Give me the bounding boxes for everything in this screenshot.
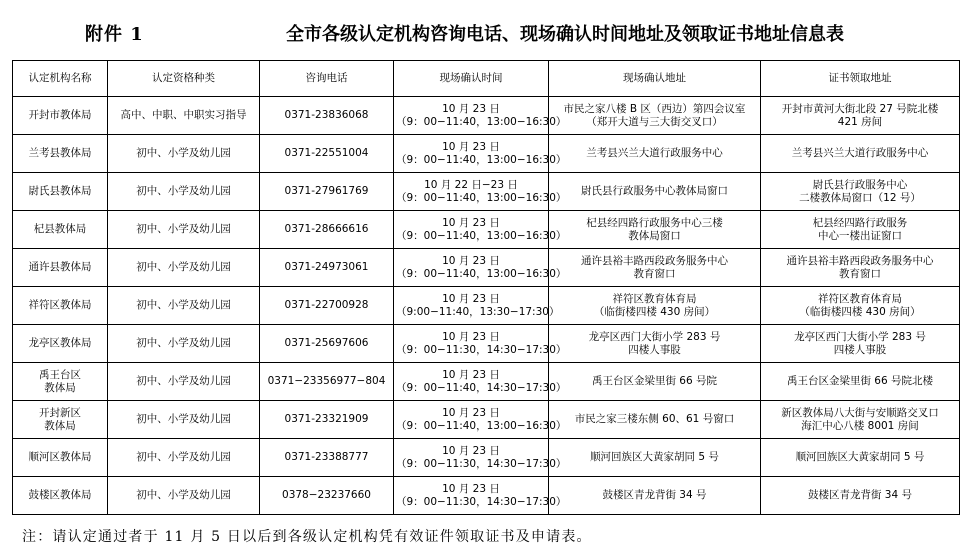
cert-address-cell — [761, 249, 960, 287]
confirm-time-cell-line: 10 月 23 日 — [442, 216, 500, 229]
table-header-row — [13, 61, 960, 97]
confirm-address-cell-line: （临街楼四楼 430 房间） — [593, 305, 716, 318]
confirm-time-cell — [394, 477, 567, 515]
cert-address-cell-line: 教育窗口 — [839, 267, 881, 280]
agency-cell — [13, 325, 108, 363]
column-header-cert-address: 证书领取地址 — [761, 61, 960, 97]
qualification-cell-line: 初中、小学及幼儿园 — [136, 451, 231, 463]
cert-address-cell — [761, 401, 960, 439]
confirm-time-cell-line: （9:00−11:40，13:30−17:30） — [396, 305, 560, 318]
agency-cell — [13, 401, 108, 439]
qualification-cell — [108, 477, 260, 515]
qualification-cell-line: 初中、小学及幼儿园 — [136, 261, 231, 273]
agency-cell — [13, 173, 108, 211]
cert-address-cell — [761, 287, 960, 325]
confirm-time-cell-line: 10 月 23 日 — [442, 368, 500, 381]
confirm-address-cell — [549, 135, 761, 173]
confirm-time-cell-line: （9：00−11:30，14:30−17:30） — [396, 343, 567, 356]
cert-address-cell-line: （临街楼四楼 430 房间） — [799, 305, 921, 318]
qualification-cell — [108, 363, 260, 401]
confirm-address-cell-line: 教育窗口 — [633, 267, 676, 280]
table-row — [13, 135, 960, 173]
agency-cell-line: 尉氏县教体局 — [28, 185, 92, 197]
confirm-time-cell — [394, 211, 567, 249]
phone-cell-line: 0371-23836068 — [284, 109, 369, 121]
table-row — [13, 173, 960, 211]
confirm-address-cell — [549, 287, 761, 325]
phone-cell-line: 0371-27961769 — [284, 185, 369, 197]
column-header-confirm-address: 现场确认地址 — [549, 61, 761, 97]
agency-cell-line: 通许县教体局 — [28, 261, 92, 273]
confirm-address-cell — [549, 173, 761, 211]
confirm-time-cell-line: （9：00−11:40，13:00−16:30） — [396, 419, 567, 432]
qualification-cell — [108, 439, 260, 477]
cert-address-cell — [761, 135, 960, 173]
agency-cell — [13, 135, 108, 173]
confirm-time-cell — [394, 439, 567, 477]
phone-cell — [260, 439, 394, 477]
confirm-address-cell-line: 四楼人事股 — [628, 343, 681, 356]
agency-cell — [13, 211, 108, 249]
cert-address-cell-line: 新区教体局八大街与安顺路交叉口 — [781, 406, 939, 419]
confirm-address-cell — [549, 439, 761, 477]
confirm-time-cell — [394, 325, 567, 363]
column-header-confirm-time: 现场确认时间 — [394, 61, 549, 97]
cert-address-cell-line: 通许县裕丰路西段政务服务中心 — [786, 254, 934, 267]
phone-cell — [260, 173, 394, 211]
confirm-address-cell — [549, 325, 761, 363]
confirm-time-cell-line: （9：00−11:40，13:00−16:30） — [396, 153, 567, 166]
cert-address-cell — [761, 439, 960, 477]
agency-cell — [13, 97, 108, 135]
qualification-cell — [108, 401, 260, 439]
phone-cell — [260, 477, 394, 515]
confirm-address-cell-line: （郑开大道与三大街交叉口） — [586, 115, 723, 128]
confirm-time-cell-line: （9：00−11:40，13:00−16:30） — [396, 229, 567, 242]
cert-address-cell — [761, 325, 960, 363]
agency-cell — [13, 477, 108, 515]
phone-cell — [260, 401, 394, 439]
agency-cell-line: 顺河区教体局 — [28, 451, 92, 463]
phone-cell-line: 0371-25697606 — [284, 337, 369, 349]
info-table — [12, 60, 960, 515]
cert-address-cell-line: 开封市黄河大街北段 27 号院北楼 — [781, 102, 939, 115]
page-title: 全市各级认定机构咨询电话、现场确认时间地址及领取证书地址信息表 — [286, 24, 844, 45]
confirm-address-cell-line: 教体局窗口 — [628, 229, 681, 242]
confirm-time-cell — [394, 249, 567, 287]
confirm-time-cell-line: （9：00−11:40，13:00−16:30） — [396, 191, 567, 204]
confirm-time-cell-line: 10 月 22 日−23 日 — [424, 178, 518, 191]
confirm-time-cell — [394, 287, 560, 325]
confirm-time-cell-line: 10 月 23 日 — [442, 254, 500, 267]
agency-cell-line: 教体局 — [44, 381, 76, 394]
phone-cell — [260, 135, 394, 173]
agency-cell-line: 龙亭区教体局 — [28, 337, 92, 349]
phone-cell — [260, 363, 394, 401]
phone-cell-line: 0371-23388777 — [284, 451, 369, 463]
qualification-cell — [108, 325, 260, 363]
qualification-cell — [108, 211, 260, 249]
cert-address-cell-line: 尉氏县行政服务中心 — [812, 178, 908, 191]
qualification-cell-line: 高中、中职、中职实习指导 — [120, 109, 247, 121]
phone-cell-line: 0371-22551004 — [284, 147, 369, 159]
table-row — [13, 287, 960, 325]
agency-cell-line: 禹王台区 — [39, 368, 81, 381]
column-header-agency: 认定机构名称 — [13, 61, 108, 97]
phone-cell-line: 0371-23321909 — [284, 413, 369, 425]
confirm-address-cell — [549, 211, 761, 249]
confirm-time-cell-line: （9：00−11:30，14:30−17:30） — [396, 495, 567, 508]
confirm-address-cell — [549, 477, 761, 515]
confirm-address-cell-line: 顺河回族区大黄家胡同 5 号 — [590, 451, 719, 463]
phone-cell-line: 0371-24973061 — [284, 261, 369, 273]
confirm-address-cell-line: 兰考县兴兰大道行政服务中心 — [586, 147, 723, 159]
cert-address-cell-line: 祥符区教育体育局 — [818, 292, 902, 305]
agency-cell — [13, 249, 108, 287]
cert-address-cell-line: 二楼教体局窗口（12 号） — [799, 191, 921, 204]
table-row — [13, 477, 960, 515]
confirm-time-cell-line: （9：00−11:40，14:30−17:30） — [396, 381, 567, 394]
confirm-time-cell-line: 10 月 23 日 — [442, 330, 500, 343]
qualification-cell — [108, 249, 260, 287]
confirm-time-cell-line: 10 月 23 日 — [442, 406, 500, 419]
phone-cell — [260, 97, 394, 135]
confirm-time-cell-line: 10 月 23 日 — [442, 444, 500, 457]
cert-address-cell — [761, 173, 960, 211]
phone-cell-line: 0371-22700928 — [284, 299, 369, 311]
cert-address-cell — [761, 97, 960, 135]
confirm-time-cell-line: 10 月 23 日 — [442, 102, 500, 115]
cert-address-cell-line: 421 房间 — [837, 115, 883, 128]
agency-cell — [13, 439, 108, 477]
agency-cell-line: 兰考县教体局 — [28, 147, 92, 159]
qualification-cell-line: 初中、小学及幼儿园 — [136, 185, 231, 197]
qualification-cell — [108, 173, 260, 211]
table-row — [13, 211, 960, 249]
qualification-cell-line: 初中、小学及幼儿园 — [136, 337, 231, 349]
phone-cell — [260, 211, 394, 249]
attachment-label: 附件 1 — [85, 24, 144, 45]
confirm-time-cell-line: 10 月 23 日 — [442, 292, 500, 305]
cert-address-cell-line: 龙亭区西门大街小学 283 号 — [794, 330, 926, 343]
cert-address-cell-line: 海汇中心八楼 8001 房间 — [801, 419, 919, 432]
qualification-cell-line: 初中、小学及幼儿园 — [136, 299, 231, 311]
confirm-time-cell — [394, 135, 567, 173]
table-row — [13, 249, 960, 287]
cert-address-cell-line: 顺河回族区大黄家胡同 5 号 — [795, 451, 925, 463]
confirm-address-cell-line: 禹王台区金梁里街 66 号院 — [591, 375, 718, 387]
cert-address-cell-line: 禹王台区金梁里街 66 号院北楼 — [786, 375, 934, 387]
confirm-address-cell-line: 龙亭区西门大街小学 283 号 — [588, 330, 721, 343]
confirm-time-cell — [394, 97, 567, 135]
cert-address-cell — [761, 477, 960, 515]
cert-address-cell-line: 杞县经四路行政服务 — [812, 216, 908, 229]
phone-cell — [260, 287, 394, 325]
confirm-time-cell-line: （9：00−11:30，14:30−17:30） — [396, 457, 567, 470]
qualification-cell-line: 初中、小学及幼儿园 — [136, 223, 231, 235]
cert-address-cell — [761, 363, 960, 401]
cert-address-cell — [761, 211, 960, 249]
confirm-address-cell-line: 杞县经四路行政服务中心三楼 — [586, 216, 723, 229]
agency-cell-line: 祥符区教体局 — [28, 299, 92, 311]
qualification-cell-line: 初中、小学及幼儿园 — [136, 413, 231, 425]
confirm-address-cell-line: 市民之家三楼东侧 60、61 号窗口 — [574, 413, 735, 425]
cert-address-cell-line: 四楼人事股 — [833, 343, 887, 356]
agency-cell-line: 杞县教体局 — [33, 223, 87, 235]
confirm-address-cell-line: 祥符区教育体育局 — [612, 292, 697, 305]
qualification-cell — [108, 287, 260, 325]
agency-cell-line: 鼓楼区教体局 — [28, 489, 92, 501]
qualification-cell-line: 初中、小学及幼儿园 — [136, 489, 231, 501]
qualification-cell — [108, 135, 260, 173]
confirm-address-cell — [549, 401, 761, 439]
agency-cell-line: 开封市教体局 — [28, 109, 92, 121]
phone-cell-line: 0371-28666616 — [284, 223, 369, 235]
column-header-phone: 咨询电话 — [260, 61, 394, 97]
agency-cell — [13, 363, 108, 401]
confirm-time-cell-line: （9：00−11:40，13:00−16:30） — [396, 267, 567, 280]
confirm-time-cell — [394, 363, 567, 401]
cert-address-cell-line: 兰考县兴兰大道行政服务中心 — [791, 147, 929, 159]
agency-cell-line: 开封新区 — [39, 406, 81, 419]
cert-address-cell-line: 中心一楼出证窗口 — [818, 229, 902, 242]
phone-cell-line: 0371−23356977−804 — [267, 375, 386, 387]
confirm-time-cell-line: 10 月 23 日 — [442, 482, 500, 495]
phone-cell-line: 0378−23237660 — [282, 489, 371, 501]
phone-cell — [260, 325, 394, 363]
table-row — [13, 97, 960, 135]
confirm-address-cell-line: 尉氏县行政服务中心教体局窗口 — [581, 185, 728, 197]
confirm-time-cell — [394, 173, 567, 211]
confirm-address-cell-line: 市民之家八楼 B 区（西边）第四会议室 — [563, 102, 746, 115]
qualification-cell-line: 初中、小学及幼儿园 — [136, 375, 231, 387]
table-row — [13, 325, 960, 363]
table-row — [13, 439, 960, 477]
qualification-cell-line: 初中、小学及幼儿园 — [136, 147, 231, 159]
confirm-address-cell — [549, 363, 761, 401]
column-header-qualification: 认定资格种类 — [108, 61, 260, 97]
table-row — [13, 363, 960, 401]
qualification-cell — [108, 97, 260, 135]
cert-address-cell-line: 鼓楼区青龙背街 34 号 — [807, 489, 913, 501]
confirm-address-cell-line: 鼓楼区青龙背街 34 号 — [602, 489, 707, 501]
confirm-time-cell-line: （9：00−11:40，13:00−16:30） — [396, 115, 567, 128]
phone-cell — [260, 249, 394, 287]
confirm-address-cell — [549, 249, 761, 287]
confirm-time-cell — [394, 401, 567, 439]
confirm-address-cell-line: 通许县裕丰路西段政务服务中心 — [581, 254, 728, 267]
footnote: 注：请认定通过者于 11 月 5 日以后到各级认定机构凭有效证件领取证书及申请表。 — [22, 529, 592, 545]
table-row — [13, 401, 960, 439]
confirm-address-cell — [549, 97, 761, 135]
agency-cell — [13, 287, 108, 325]
agency-cell-line: 教体局 — [44, 419, 76, 432]
confirm-time-cell-line: 10 月 23 日 — [442, 140, 500, 153]
